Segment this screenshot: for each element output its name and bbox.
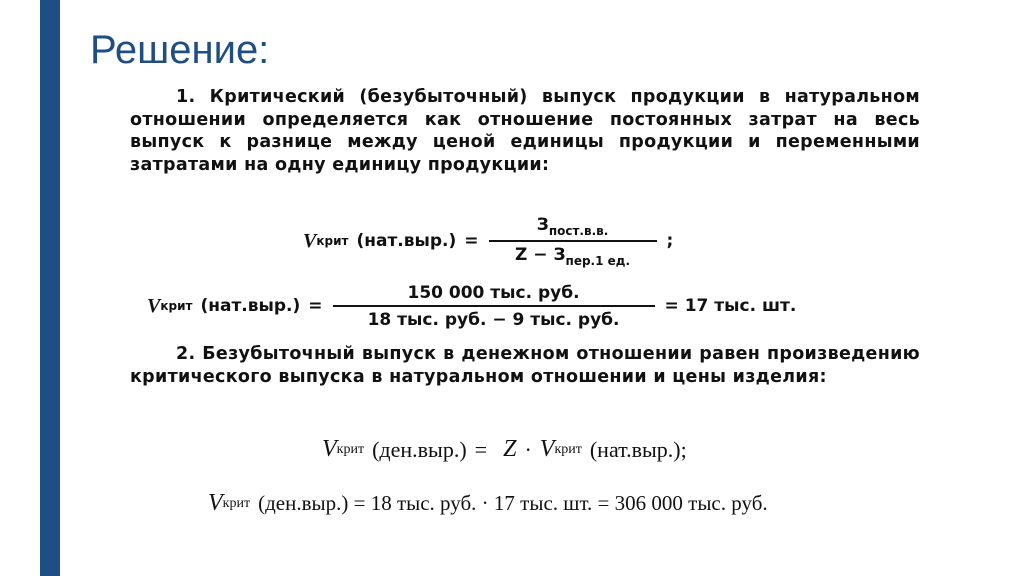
formula-4-rest: (ден.выр.) = 18 тыс. руб. · 17 тыс. шт. = 306 000 тыс. руб. bbox=[258, 491, 768, 515]
formula-1-den-sub: пер.1 ед. bbox=[565, 253, 631, 268]
formula-1-num-sub: пост.в.в. bbox=[548, 224, 609, 238]
formula-3-z: Z bbox=[503, 436, 517, 462]
formula-3 bbox=[322, 436, 687, 463]
formula-2-sub: крит bbox=[160, 299, 193, 314]
formula-3-dot: · bbox=[524, 436, 532, 462]
formula-4-sub: крит bbox=[222, 495, 251, 511]
formula-2-args: (нат.выр.) bbox=[200, 296, 301, 317]
formula-1-tail: ; bbox=[666, 231, 674, 252]
formula-3-var2: V bbox=[539, 436, 555, 462]
formula-2-result: = 17 тыс. шт. bbox=[664, 296, 797, 317]
formula-2-eq: = bbox=[308, 296, 323, 317]
formula-4-var: V bbox=[208, 490, 223, 516]
formula-1-fraction bbox=[489, 215, 657, 268]
formula-1-num: З bbox=[536, 215, 549, 235]
formula-2-num: 150 000 тыс. руб. bbox=[407, 283, 580, 303]
formula-1 bbox=[303, 215, 673, 268]
formula-2 bbox=[147, 283, 796, 330]
formula-1-var: V bbox=[303, 229, 317, 252]
paragraph-2-text: 2. Безубыточный выпуск в денежном отношении равен произведению критического выпуска в натуральном отношении и цены изделия: bbox=[130, 344, 920, 387]
formula-1-args: (нат.выр.) bbox=[356, 231, 457, 252]
formula-3-var: V bbox=[322, 436, 337, 462]
left-accent-bar bbox=[40, 0, 60, 576]
paragraph-1 bbox=[130, 86, 920, 176]
formula-1-sub: крит bbox=[316, 234, 349, 249]
slide-title: Решение: bbox=[90, 28, 270, 72]
formula-1-eq: = bbox=[464, 231, 479, 252]
formula-3-sub: крит bbox=[336, 441, 365, 457]
formula-3-args: (ден.выр.) bbox=[372, 436, 467, 462]
paragraph-1-text: 1. Критический (безубыточный) выпуск продукции в натуральном отношении определяется как отношение постоянных затрат на весь выпуск к разнице между ценой единицы продукции и переменными затратами на одну единицу продукции: bbox=[130, 87, 920, 175]
formula-1-den: Z − З bbox=[515, 244, 566, 265]
formula-3-sub2: крит bbox=[554, 441, 582, 457]
formula-3-eq: = bbox=[474, 436, 488, 462]
formula-2-fraction bbox=[333, 283, 655, 330]
paragraph-2 bbox=[130, 343, 920, 388]
formula-2-var: V bbox=[147, 294, 161, 317]
formula-4 bbox=[208, 490, 768, 517]
formula-2-den: 18 тыс. руб. − 9 тыс. руб. bbox=[367, 309, 620, 330]
formula-3-args2: (нат.выр.); bbox=[589, 436, 687, 462]
